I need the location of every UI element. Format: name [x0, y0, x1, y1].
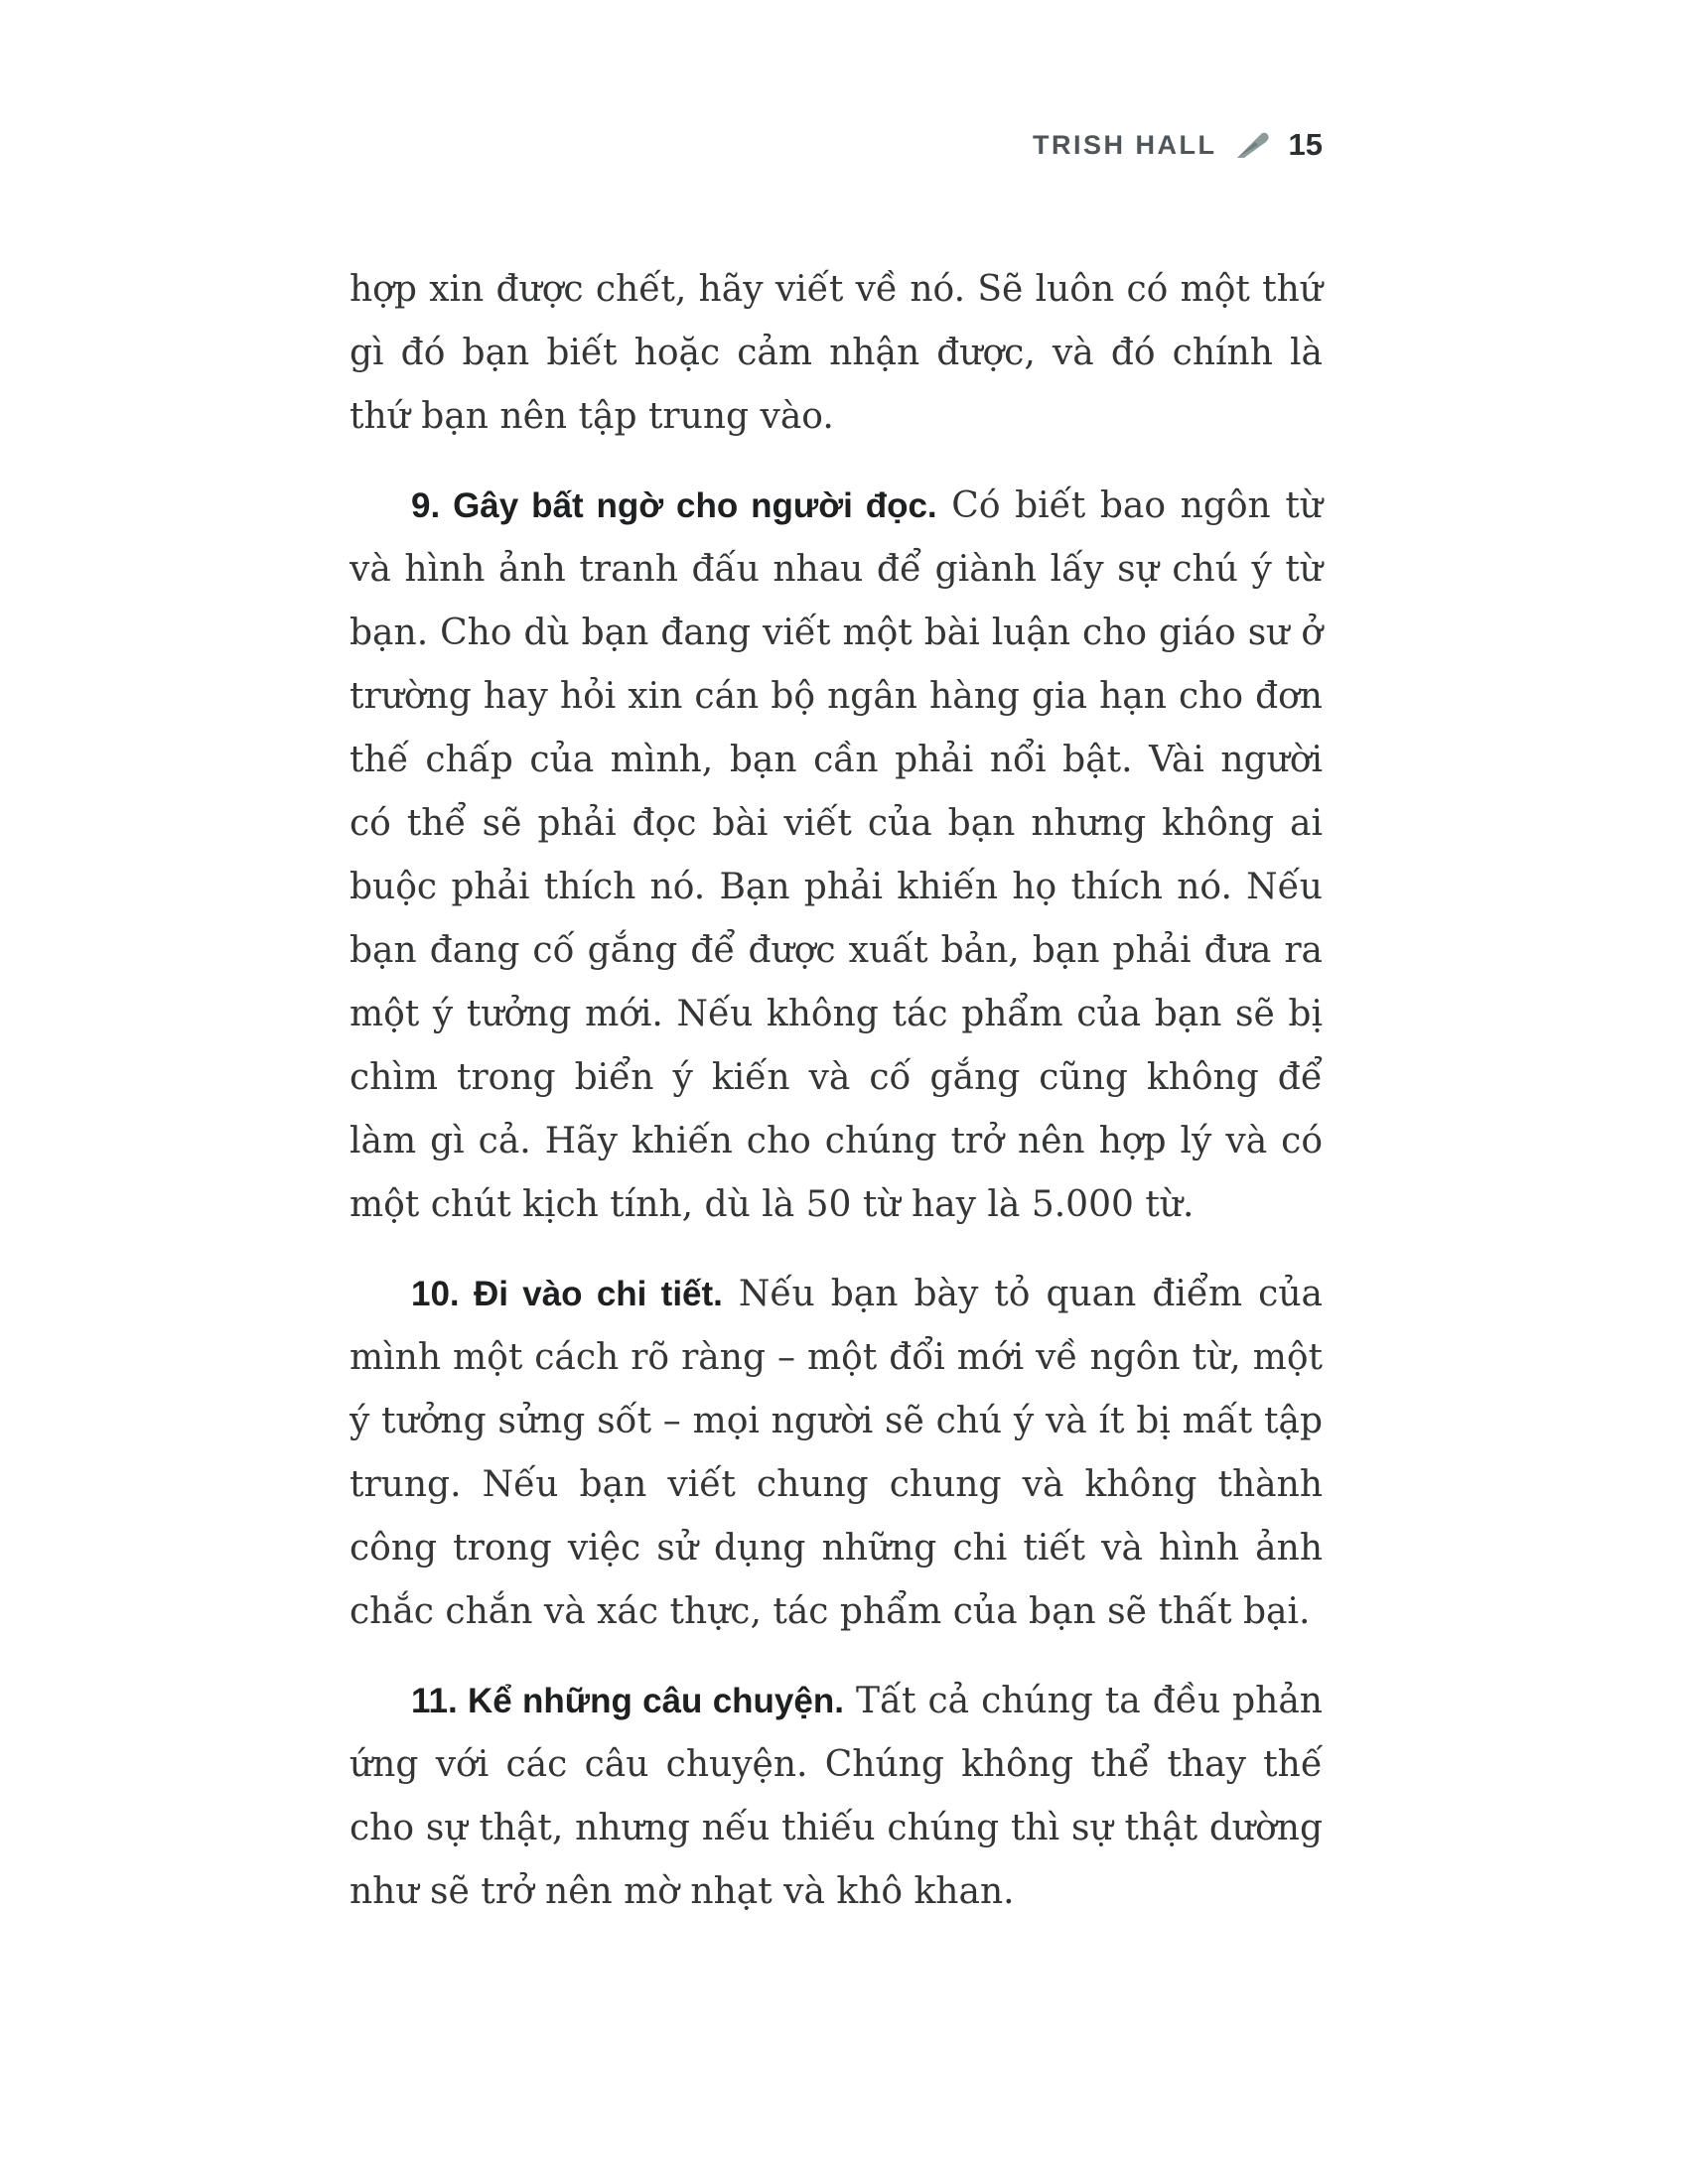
quill-icon	[1235, 130, 1271, 160]
paragraph	[350, 475, 1323, 1237]
page-number: 15	[1288, 127, 1323, 162]
text-column	[350, 127, 1323, 1950]
paragraph-text: Nếu bạn bày tỏ quan điểm của mình một cách rõ ràng – một đổi mới về ngôn từ, một ý tưởng sửng sốt – mọi người sẽ chú ý và ít bị mất tập trung. Nếu bạn viết chung chung và không thành công trong việc sử dụng những chi tiết và hình ảnh chắc chắn và xác thực, tác phẩm của bạn sẽ thất bại.	[350, 1274, 1323, 1632]
paragraph-text: Có biết bao ngôn từ và hình ảnh tranh đấu nhau để giành lấy sự chú ý từ bạn. Cho dù bạn đang viết một bài luận cho giáo sư ở trường hay hỏi xin cán bộ ngân hàng gia hạn cho đơn thế chấp của mình, bạn cần phải nổi bật. Vài người có thể sẽ phải đọc bài viết của bạn nhưng không ai buộc phải thích nó. Bạn phải khiến họ thích nó. Nếu bạn đang cố gắng để được xuất bản, bạn phải đưa ra một ý tưởng mới. Nếu không tác phẩm của bạn sẽ bị chìm trong biển ý kiến và cố gắng cũng không để làm gì cả. Hãy khiến cho chúng trở nên hợp lý và có một chút kịch tính, dù là 50 từ hay là 5.000 từ.	[350, 485, 1323, 1225]
paragraph	[350, 258, 1323, 449]
paragraph	[350, 1670, 1323, 1924]
paragraph-text: hợp xin được chết, hãy viết về nó. Sẽ luôn có một thứ gì đó bạn biết hoặc cảm nhận được, và đó chính là thứ bạn nên tập trung vào.	[350, 269, 1323, 437]
paragraph-lead: 9. Gây bất ngờ cho người đọc.	[411, 486, 937, 525]
paragraph-lead: 10. Đi vào chi tiết.	[411, 1275, 723, 1313]
running-header	[350, 127, 1323, 163]
paragraph-text: Tất cả chúng ta đều phản ứng với các câu chuyện. Chúng không thể thay thế cho sự thật, nhưng nếu thiếu chúng thì sự thật dường như sẽ trở nên mờ nhạt và khô khan.	[350, 1681, 1323, 1912]
author-name: TRISH HALL	[1033, 129, 1217, 160]
paragraph	[350, 1263, 1323, 1644]
paragraph-lead: 11. Kể những câu chuyện.	[411, 1682, 844, 1720]
